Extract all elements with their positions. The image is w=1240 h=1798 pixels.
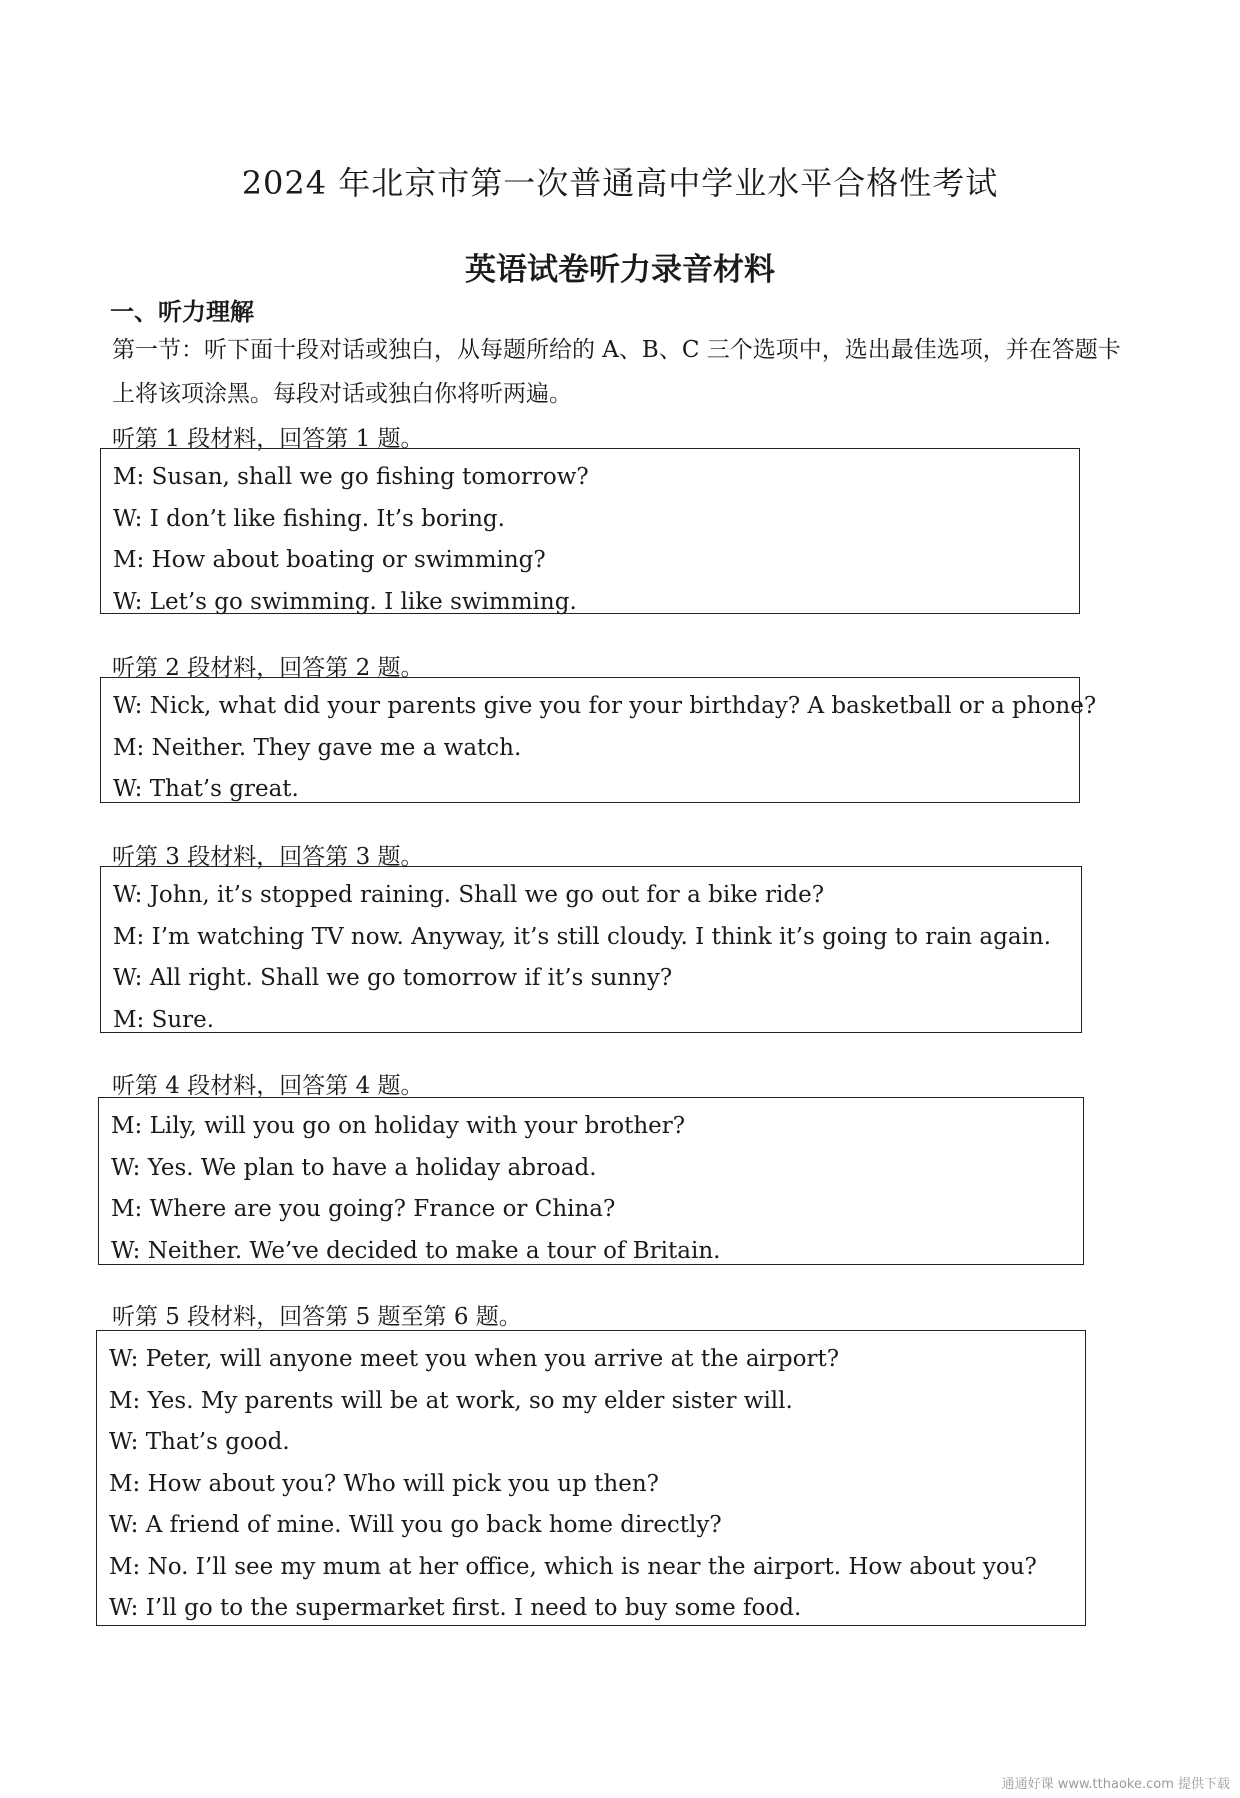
section-heading: 一、听力理解 bbox=[110, 298, 254, 326]
dialog-line: W: A friend of mine. Will you go back home directly? bbox=[109, 1512, 722, 1538]
page-subtitle: 英语试卷听力录音材料 bbox=[465, 252, 775, 288]
segment-4-label: 听第 4 段材料，回答第 4 题。 bbox=[112, 1073, 424, 1099]
segment-3-label: 听第 3 段材料，回答第 3 题。 bbox=[112, 844, 424, 870]
dialog-line: W: That’s good. bbox=[109, 1429, 290, 1455]
instructions-text: 第一节：听下面十段对话或独白，从每题所给的 A、B、C 三个选项中，选出最佳选项，并在答题卡上将该项涂黑。每段对话或独白你将听两遍。 bbox=[112, 337, 1121, 407]
dialog-line: W: I don’t like fishing. It’s boring. bbox=[113, 505, 505, 532]
dialog-line: M: No. I’ll see my mum at her office, which is near the airport. How about you? bbox=[109, 1553, 1037, 1580]
page-title: 2024 年北京市第一次普通高中学业水平合格性考试 bbox=[241, 164, 999, 202]
dialog-line: M: How about you? Who will pick you up then? bbox=[109, 1470, 659, 1497]
segment-1-dialog-box bbox=[100, 448, 1080, 614]
dialog-line: W: Neither. We’ve decided to make a tour of Britain. bbox=[111, 1237, 721, 1264]
dialog-line: W: Peter, will anyone meet you when you arrive at the airport? bbox=[109, 1346, 840, 1372]
dialog-line: M: Lily, will you go on holiday with your brother? bbox=[111, 1113, 686, 1139]
dialog-line: W: Let’s go swimming. I like swimming. bbox=[113, 588, 577, 615]
segment-4-dialog-box bbox=[98, 1097, 1084, 1265]
dialog-line: W: All right. Shall we go tomorrow if it’s sunny? bbox=[113, 965, 673, 991]
dialog-line: W: John, it’s stopped raining. Shall we go out for a bike ride? bbox=[113, 882, 825, 908]
segment-5-label: 听第 5 段材料，回答第 5 题至第 6 题。 bbox=[112, 1304, 522, 1330]
dialog-line: W: I’ll go to the supermarket first. I need to buy some food. bbox=[109, 1595, 802, 1621]
dialog-line: M: How about boating or swimming? bbox=[113, 547, 546, 573]
dialog-line: W: Yes. We plan to have a holiday abroad. bbox=[111, 1154, 597, 1181]
dialog-line: M: Where are you going? France or China? bbox=[111, 1196, 616, 1222]
segment-1-label: 听第 1 段材料，回答第 1 题。 bbox=[112, 426, 424, 452]
segment-5-dialog-box bbox=[96, 1330, 1086, 1626]
dialog-line: M: Susan, shall we go fishing tomorrow? bbox=[113, 464, 589, 490]
watermark-text: 通通好课 www.tthaoke.com 提供下载 bbox=[1001, 1777, 1230, 1792]
dialog-line: W: That’s great. bbox=[113, 776, 299, 802]
dialog-line: M: Sure. bbox=[113, 1006, 215, 1033]
segment-2-dialog-box bbox=[100, 677, 1097, 803]
dialog-line: M: I’m watching TV now. Anyway, it’s still cloudy. I think it’s going to rain again. bbox=[113, 923, 1052, 950]
dialog-line: M: Neither. They gave me a watch. bbox=[113, 734, 522, 761]
segment-2-label: 听第 2 段材料，回答第 2 题。 bbox=[112, 655, 424, 681]
dialog-line: M: Yes. My parents will be at work, so my elder sister will. bbox=[109, 1387, 793, 1414]
dialog-line: W: Nick, what did your parents give you for your birthday? A basketball or a phone? bbox=[113, 693, 1097, 719]
segment-3-dialog-box bbox=[100, 866, 1082, 1033]
